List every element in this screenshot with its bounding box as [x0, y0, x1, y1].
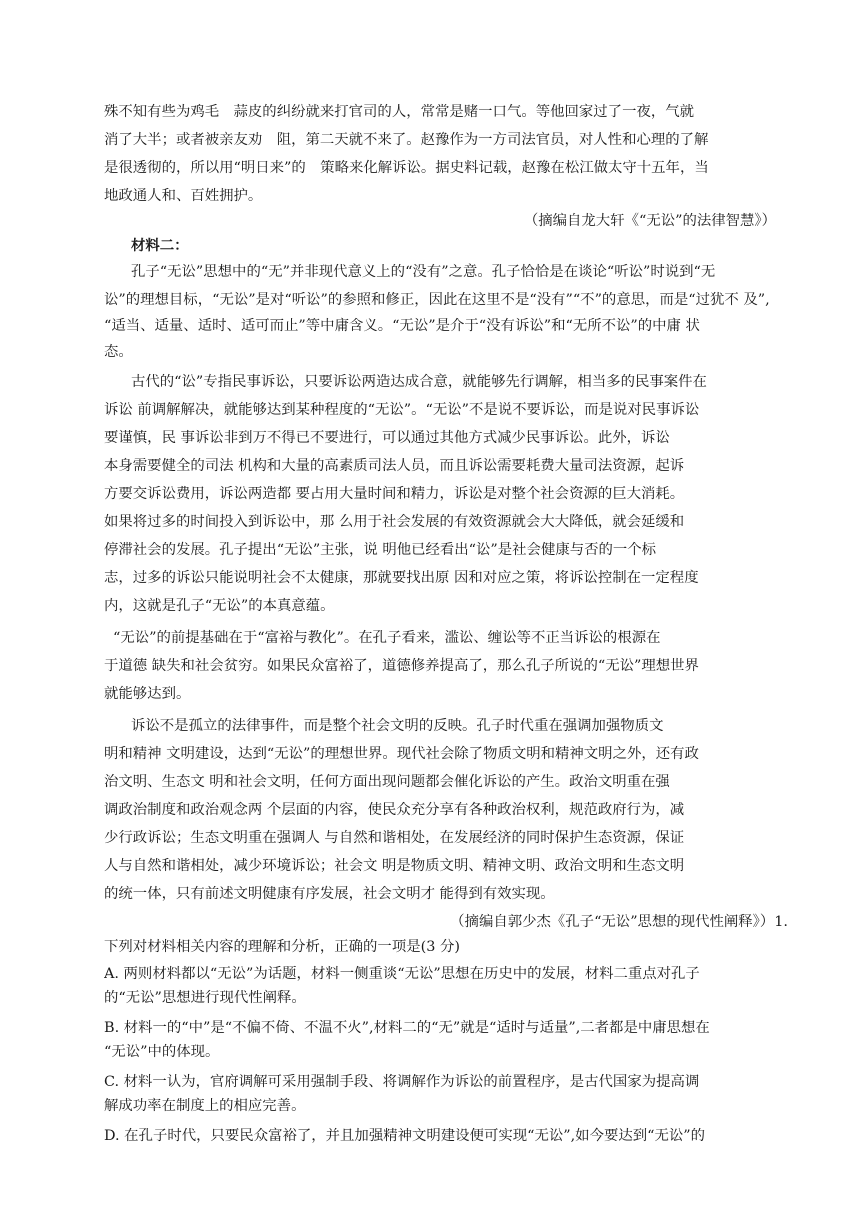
paragraph-line: 如果将过多的时间投入到诉讼中，那 么用于社会发展的有效资源就会大大降低，就会延缓和 [104, 514, 685, 530]
paragraph-line: 态。 [104, 344, 133, 360]
option-d-line: D. 在孔子时代，只要民众富裕了，并且加强精神文明建设便可实现“无讼”,如今要达到“无讼”的 [104, 1128, 706, 1144]
paragraph-line: 就能够达到。 [104, 686, 191, 702]
paragraph-line: 古代的“讼”专指民事诉讼，只要诉讼两造达成合意，就能够先行调解，相当多的民事案件在 [131, 374, 707, 390]
paragraph-line: 内，这就是孔子“无讼”的本真意蕴。 [104, 598, 335, 614]
paragraph-line: 要谨慎，民 事诉讼非到万不得已不要进行，可以通过其他方式减少民事诉讼。此外，诉讼 [104, 430, 670, 446]
option-c-line: C. 材料一认为，官府调解可采用强制手段、将调解作为诉讼的前置程序，是古代国家为提高调 [104, 1074, 700, 1090]
option-c-line: 解成功率在制度上的相应完善。 [104, 1098, 306, 1114]
paragraph-line: 人与自然和谐相处，减少环境诉讼；社会文 明是物质文明、精神文明、政治文明和生态文明 [104, 858, 685, 874]
paragraph-line: 讼”的理想目标，“无讼”是对“听讼”的参照和修正，因此在这里不是“没有”“不”的意思，而是“过犹不 及”, [104, 292, 770, 308]
paragraph-line: 于道德 缺失和社会贫穷。如果民众富裕了，道德修养提高了，那么孔子所说的“无讼”理想世界 [104, 658, 699, 674]
paragraph-line: “无讼”的前提基础在于“富裕与教化”。在孔子看来，滥讼、缠讼等不正当诉讼的根源在 [113, 630, 661, 646]
paragraph-line: 孔子“无讼”思想中的“无”并非现代意义上的“没有”之意。孔子恰恰是在谈论“听讼”时说到“无 [131, 264, 716, 280]
section-heading: 材料二： [131, 237, 189, 254]
passage-line: 殊不知有些为鸡毛 蒜皮的纠纷就来打官司的人，常常是赌一口气。等他回家过了一夜，气就 [104, 104, 695, 120]
paragraph-line: 调政治制度和政治观念两 个层面的内容，使民众充分享有各种政治权利，规范政府行为，减 [104, 802, 685, 818]
paragraph-line: 少行政诉讼；生态文明重在强调人 与自然和谐相处，在发展经济的同时保护生态资源，保证 [104, 830, 685, 846]
paragraph-line: 停滞社会的发展。孔子提出“无讼”主张，说 明他已经看出“讼”是社会健康与否的一个标 [104, 542, 657, 558]
paragraph-line: “适当、适量、适时、适可而止”等中庸含义。“无讼”是介于“没有诉讼”和“无所不讼”的中庸 状 [104, 318, 700, 334]
paragraph-line: 治文明、生态文 明和社会文明，任何方面出现问题都会催化诉讼的产生。政治文明重在强 [104, 774, 670, 790]
passage-line: 是很透彻的，所以用“明日来”的 策略来化解诉讼。据史料记载，赵豫在松江做太守十五年，当 [104, 160, 709, 176]
paragraph-line: 志，过多的诉讼只能说明社会不太健康，那就要找出原 因和对应之策，将诉讼控制在一定程度 [104, 570, 699, 586]
passage-line: 消了大半；或者被亲友劝 阻，第二天就不来了。赵豫作为一方司法官员，对人性和心理的了解 [104, 132, 709, 148]
option-a-line: A. 两则材料都以“无讼”为话题，材料一侧重谈“无讼”思想在历史中的发展，材料二重点对孔子 [104, 966, 700, 982]
paragraph-line: 诉讼不是孤立的法律事件，而是整个社会文明的反映。孔子时代重在强调加强物质文 [131, 718, 664, 734]
paragraph-line: 明和精神 文明建设，达到“无讼”的理想世界。现代社会除了物质文明和精神文明之外，还有政 [104, 746, 699, 762]
option-b-line: “无讼”中的体现。 [104, 1044, 220, 1060]
option-b-line: B. 材料一的“中”是“不偏不倚、不温不火”,材料二的“无”就是“适时与适量”,二者都是中庸思想在 [104, 1020, 710, 1036]
paragraph-line: 的统一体，只有前述文明健康有序发展，社会文明才 能得到有效实现。 [104, 886, 555, 902]
passage-line: 地政通人和、百姓拥护。 [104, 188, 263, 204]
paragraph-line: 本身需要健全的司法 机构和大量的高素质司法人员，而且诉讼需要耗费大量司法资源，起诉 [104, 458, 685, 474]
paragraph-line: 方要交诉讼费用，诉讼两造都 要占用大量时间和精力，诉讼是对整个社会资源的巨大消耗。 [104, 486, 685, 502]
option-a-line: 的“无讼”思想进行现代性阐释。 [104, 990, 306, 1006]
paragraph-line: 诉讼 前调解解决，就能够达到某种程度的“无讼”。“无讼”不是说不要诉讼，而是说对民事诉讼 [104, 402, 700, 418]
source-citation: （摘编自龙大轩《“无讼”的法律智慧》） [523, 213, 776, 229]
question-stem: 下列对材料相关内容的理解和分析，正确的一项是(3 分) [104, 939, 460, 955]
source-citation: （摘编自郭少杰《孔子“无讼”思想的现代性阐释》）1. [450, 914, 788, 930]
